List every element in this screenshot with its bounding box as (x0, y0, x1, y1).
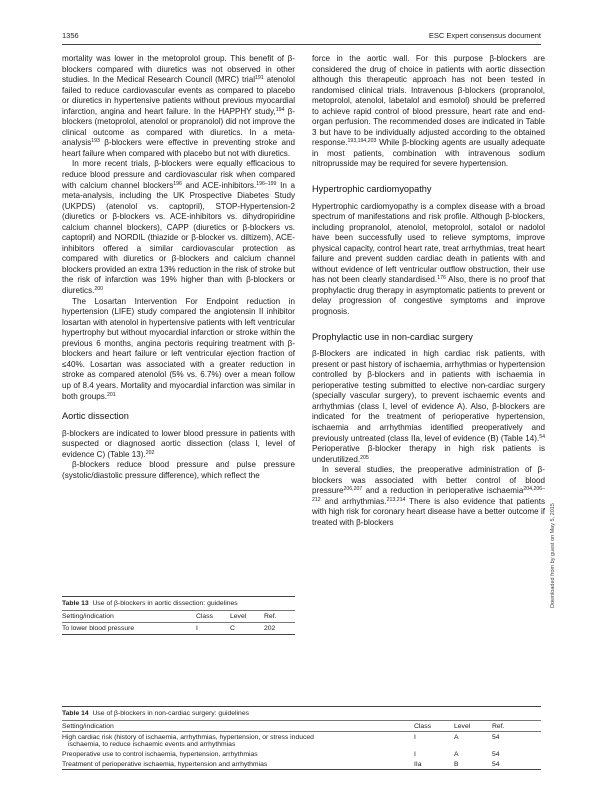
right-column (312, 54, 545, 528)
paragraph: β-Blockers are indicated in high cardiac risk patients, with present or past history of ischaemia, arrhythmias or hypertension controlled by β-blockers and in patients with ischaemia in perioperative testing submitted to elective non-cardiac surgery (specially vascular surgery), to prevent ischaemic events and arrhythmias (class I, level of evidence A). Also, β-blockers are indicated for the treatment of perioperative hypertension, ischaemia and arrhythmias identified preoperatively and previously untreated (class IIa, level of evidence (B) (Table 14).$^{54}$ Perioperative β-blocker therapy in high risk patients is underutilized.$^{205}$ (312, 349, 545, 464)
section-heading: Prophylactic use in non-cardiac surgery (312, 331, 473, 342)
journal-title: ESC Expert consensus document (428, 31, 541, 40)
section-heading: Hypertrophic cardiomyopathy (312, 184, 432, 195)
table-cell: Preoperative use to control ischaemia, hypertension, arrhythmias (62, 750, 258, 758)
paragraph: The Losartan Intervention For Endpoint reduction in hypertension (LIFE) study compared the angiotensin II inhibitor losartan with atenolol in hypertensive patients with left ventricular hypertrophy but without myocardial infarction or stroke within the previous 6 months, angina pectoris requiring treatment with β-blockers and heart failure or left ventricular ejection fraction of ≤40%. Losartan was associated with a greater reduction in stroke as compared atenolol (5% vs. 6.7%) over a mean follow up of 8.4 years. Mortality and myocardial infarction was similar in both groups.$^{201}$ (62, 296, 295, 401)
table-cell: B (454, 760, 459, 768)
column-header: Ref. (492, 722, 505, 730)
table-row (62, 623, 295, 635)
table-header-row (62, 720, 541, 732)
paragraph: In several studies, the preoperative administration of β-blockers was associated with better control of blood pressure$^{206,207}$ and a reduction in perioperative ischaemia$^{204,206-212}$ and arrhythmias.$^{213,214}$ There is also evidence that patients with high risk for coronary heart disease have a better outcome if treated with β-blockers (312, 465, 545, 527)
table-cell: IIa (414, 760, 422, 768)
table-row (62, 732, 541, 749)
paragraph: β-blockers reduce blood pressure and pulse pressure (systolic/diastolic pressure difference), which reflect the (62, 460, 295, 480)
table-cell: 202 (264, 625, 276, 632)
table-cell: C (230, 625, 235, 632)
table-caption: Table 14 Use of β-blockers in non-cardiac surgery: guidelines (62, 706, 541, 720)
table-cell: 54 (492, 760, 500, 768)
section-heading: Aortic dissection (62, 411, 129, 422)
table-row (62, 749, 541, 759)
column-header: Setting/indication (62, 613, 114, 620)
table-caption: Table 13 Use of β-blockers in aortic dissection: guidelines (62, 596, 295, 610)
column-header: Class (196, 613, 213, 620)
paragraph: In more recent trials, β-blockers were equally efficacious to reduce blood pressure and cardiovascular risk when compared with calcium channel blockers$^{196}$ and ACE-inhibitors.$^{196-199}$ In a meta-analysis, including the UK Prospective Diabetes Study (UKPDS) (atenolol vs. captopril), STOP-Hypertension-2 (diuretics or β-blockers vs. ACE-inhibitors vs. dihydropiridine calcium channel blockers), CAPP (diuretics or β-blockers vs. captopril) and NORDIL (thiazide or β-blocker vs. diltizem), ACE-inhibitors offered a similar cardiovascular protection as compared with diuretics or β-blockers and calcium channel blockers provided an extra 13% reduction in the risk of stroke but the risk of infarction was 19% higher than with β-blockers or diuretics.$^{200}$ (62, 159, 295, 296)
header-rule (62, 44, 541, 45)
column-header: Ref. (264, 613, 277, 620)
left-column (62, 54, 295, 481)
table-cell: A (454, 733, 459, 741)
column-header: Level (230, 613, 247, 620)
table-row (62, 759, 541, 770)
paragraph: Hypertrophic cardiomyopathy is a complex disease with a broad spectrum of manifestations and risk profile. Although β-blockers, including propranolol, atenolol, metoprolol, sotalol or nadolol have been successfully used to relieve symptoms, improve physical capacity, control heart rate, treat arrhythmias, treat heart failure and prevent sudden cardiac death in patients with and without evidence of left ventricular outflow obstruction, their use has not been clearly standardised.$^{176}$ Also, there is no proof that prophylactic drug therapy in asymptomatic patients to prevent or delay progression of congestive symptoms and improve prognosis. (312, 201, 545, 317)
download-watermark: Downloaded from by guest on May 5, 2015 (550, 503, 556, 608)
table-cell: I (414, 750, 416, 758)
page-number: 1356 (62, 31, 79, 40)
table-cell: Treatment of perioperative ischaemia, hypertension and arrhythmias (62, 760, 268, 768)
paragraph: mortality was lower in the metoprolol group. This benefit of β-blockers compared with diuretics was not observed in other studies. In the Medical Research Council (MRC) trial$^{191}$ atenolol failed to reduce cardiovascular events as compared to placebo or diuretics in hypertensive patients without previous myocardial infarction, angina and heart failure. In the HAPPHY study,$^{194}$ β-blockers (metoprolol, atenolol or propranolol) did not improve the clinical outcome as compared with diuretics. In a meta-analysis$^{193}$ β-blockers were effective in preventing stroke and heart failure when compared with placebo but not with diuretics. (62, 54, 295, 158)
column-header: Setting/indication (62, 722, 114, 730)
table-header-row (62, 610, 295, 623)
table-cell: High cardiac risk (history of ischaemia, arrhythmias, hypertension, or stress induced ischaemia, to reduce ischaemic events and arrhythmias (62, 733, 314, 748)
table-cell: To lower blood pressure (62, 625, 135, 632)
table-14 (62, 706, 541, 770)
table-cell: A (454, 750, 459, 758)
paragraph: force in the aortic wall. For this purpose β-blockers are considered the drug of choice in patients with aortic dissection although this therapeutic approach has not been tested in randomised clinical trials. Intravenous β-blockers (propranolol, metoprolol, atenolol, labetalol and esmolol) should be preferred to achieve rapid control of blood pressure, heart rate and end-organ perfusion. The recommended doses are indicated in Table 3 but have to be individually adjusted according to the obtained response.$^{193,194,203}$ While β-blocking agents are usually adequate in most patients, combination with intravenous sodium nitroprusside may be required for severe hypertension. (312, 54, 545, 169)
running-header (62, 29, 541, 43)
table-13 (62, 596, 295, 635)
table-cell: 54 (492, 750, 500, 758)
table-cell: I (196, 625, 198, 632)
column-header: Class (414, 722, 431, 730)
table-cell: 54 (492, 733, 500, 741)
column-header: Level (454, 722, 471, 730)
table-cell: I (414, 733, 416, 741)
paragraph: β-blockers are indicated to lower blood pressure in patients with suspected or diagnosed aortic dissection (class I, level of evidence C) (Table 13).$^{202}$ (62, 428, 295, 459)
